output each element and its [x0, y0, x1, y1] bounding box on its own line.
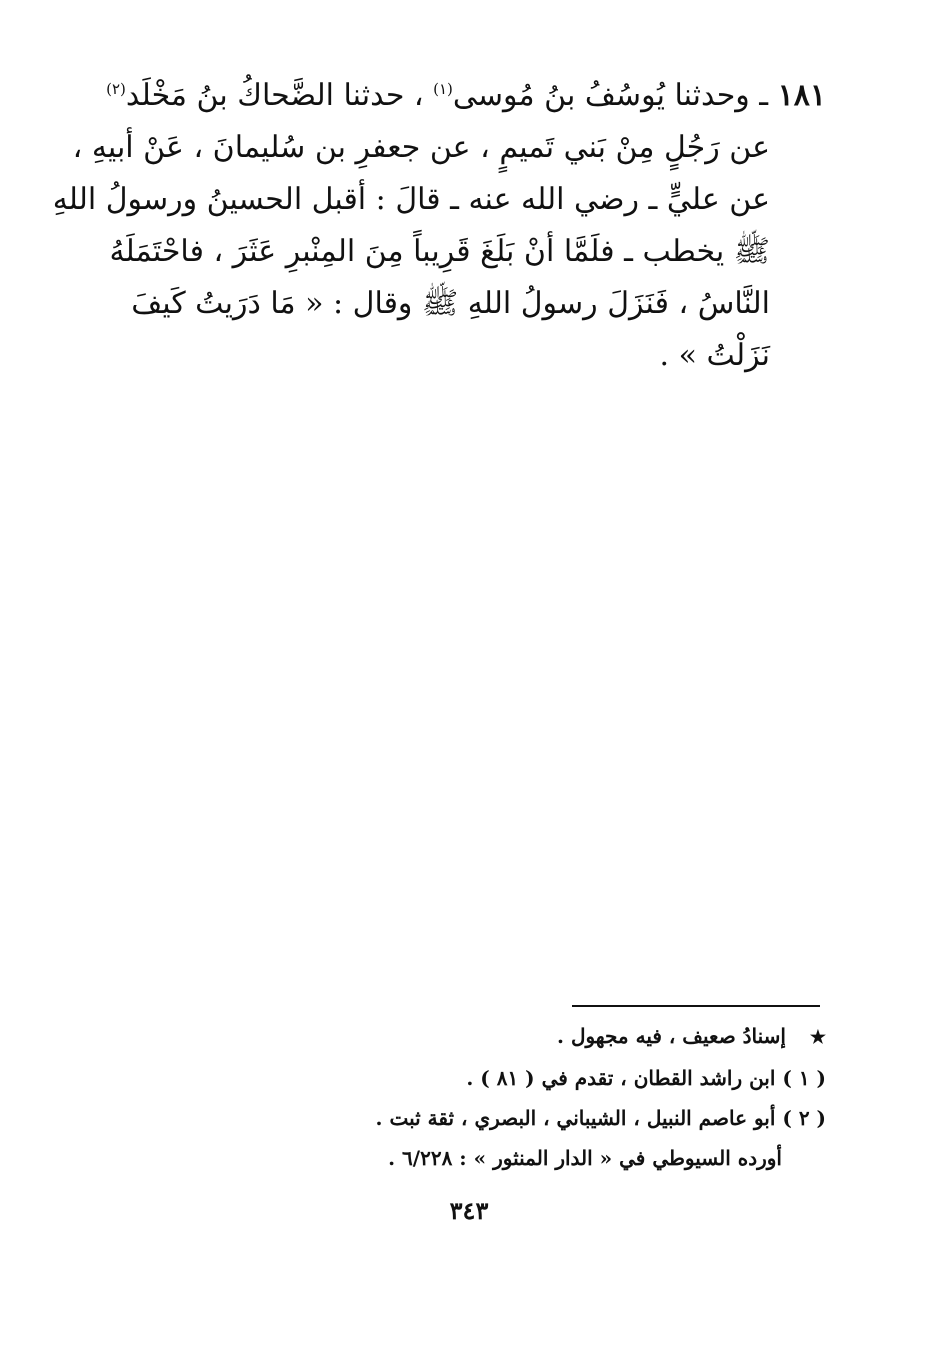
hadith-line-3: عن عليٍّ ـ رضي الله عنه ـ قالَ : أقبل الحسينُ ورسولُ اللهِ	[52, 182, 770, 217]
hadith-line-6: نَزَلْتُ » .	[659, 338, 770, 373]
footnote-grading	[306, 1016, 826, 1058]
hadith-line-2: عن رَجُلٍ مِنْ بَني تَميمٍ ، عن جعفرِ بن سُليمانَ ، عَنْ أبيهِ ،	[72, 130, 770, 165]
hadith-line-5: النَّاسُ ، فَنَزَلَ رسولُ اللهِ ﷺ وقال : « مَا دَرَيتُ كَيفَ	[131, 286, 770, 321]
page-number: ٣٤٣	[449, 1196, 489, 1225]
footnote-1: ( ١ ) ابن راشد القطان ، تقدم في ( ٨١ ) .	[466, 1066, 826, 1090]
footnote-ref-2: (٢)	[106, 80, 126, 98]
star-icon: ★	[809, 1027, 826, 1048]
footnote-2-continued: أورده السيوطي في « الدار المنثور » : ٦/٢٢٨ .	[388, 1146, 782, 1170]
hadith-line-1-part-b: ، حدثنا الضَّحاكُ بنُ مَخْلَد	[125, 78, 424, 113]
hadith-number: ١٨١	[777, 78, 826, 113]
hadith-line-1-part-a: ـ وحدثنا يُوسُفُ بنُ مُوسى	[452, 78, 769, 113]
footnote-2: ( ٢ ) أبو عاصم النبيل ، الشيباني ، البصري ، ثقة ثبت .	[375, 1106, 826, 1130]
footnote-divider	[572, 1005, 820, 1007]
footnote-ref-1: (١)	[433, 80, 453, 98]
hadith-line-1	[106, 70, 826, 122]
hadith-line-4: ﷺ يخطب ـ فلَمَّا أنْ بَلَغَ قَرِيباً مِنَ المِنْبرِ عَثَرَ ، فاحْتَمَلَهُ	[109, 234, 770, 269]
footnotes	[306, 1016, 826, 1178]
hadith-text	[52, 70, 826, 382]
grading-text: إسنادُ صعيف ، فيه مجهول .	[557, 1024, 786, 1048]
